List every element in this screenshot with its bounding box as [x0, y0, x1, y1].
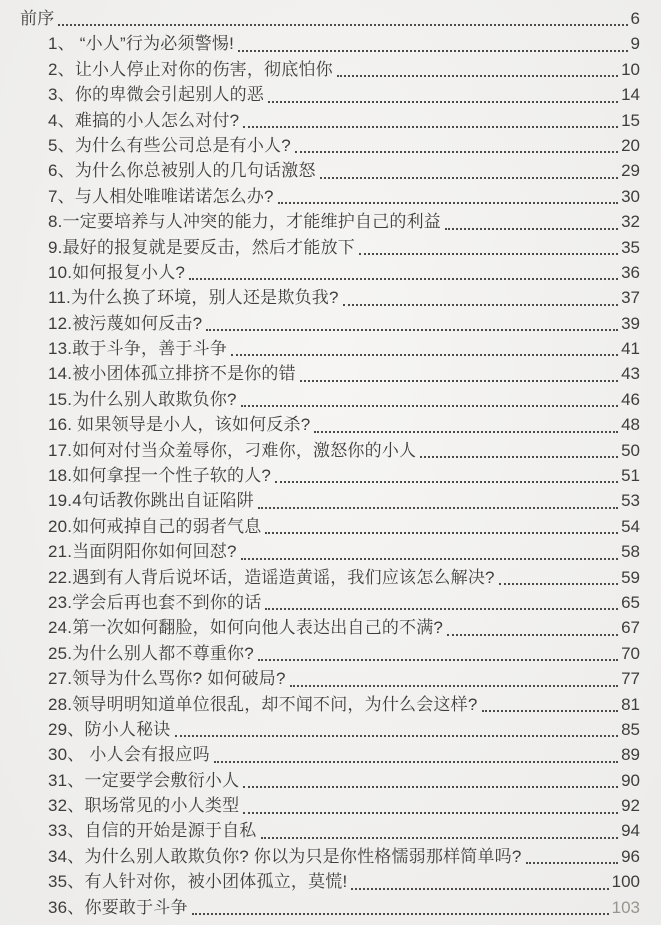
toc-entry — [20, 438, 640, 463]
dotted-leader — [526, 862, 619, 864]
dotted-leader — [265, 532, 618, 534]
toc-entry-title: 4、难搞的小人怎么对付? — [48, 110, 240, 130]
dotted-leader — [243, 786, 618, 788]
dotted-leader — [258, 659, 618, 661]
toc-entry-title: 2、让小人停止对你的伤害，彻底怕你 — [48, 59, 333, 79]
toc-entry-page: 9 — [630, 34, 640, 54]
dotted-leader — [420, 456, 618, 458]
toc-entry — [20, 793, 640, 818]
toc-entry-page: 89 — [621, 745, 640, 765]
toc-entry-page: 36 — [621, 262, 640, 282]
toc-entry-title: 10.如何报复小人? — [48, 262, 186, 282]
toc-entry — [20, 57, 640, 82]
toc-entry — [20, 869, 640, 894]
toc-entry-page: 39 — [621, 313, 640, 333]
toc-entry — [20, 717, 640, 742]
toc-entry-title: 3、你的卑微会引起别人的恶 — [48, 85, 265, 105]
dotted-leader — [343, 304, 618, 306]
dotted-leader — [265, 608, 618, 610]
toc-entry — [20, 895, 640, 920]
toc-entry-page: 90 — [621, 770, 640, 790]
toc-entry-title: 19.4句话教你跳出自证陷阱 — [48, 491, 254, 511]
dotted-leader — [231, 354, 618, 356]
toc-entry-title: 1、 “小人”行为必须警惕! — [48, 34, 235, 54]
dotted-leader — [192, 913, 609, 915]
toc-entry — [20, 235, 640, 260]
dotted-leader — [243, 126, 618, 128]
toc-entry — [20, 565, 640, 590]
toc-entry-page: 53 — [621, 491, 640, 511]
dotted-leader — [337, 75, 618, 77]
toc-entry — [20, 31, 640, 56]
toc-entry — [20, 108, 640, 133]
toc-entry-title: 18.如何拿捏一个性子软的人? — [48, 466, 272, 486]
toc-entry-title: 22.遇到有人背后说坏话，造谣造黄谣，我们应该怎么解决? — [48, 567, 495, 587]
dotted-leader — [214, 761, 618, 763]
toc-entry — [20, 387, 640, 412]
toc-entry-title: 25.为什么别人都不尊重你? — [48, 643, 254, 663]
toc-entry-page: 50 — [621, 440, 640, 460]
toc-entry-title: 15.为什么别人敢欺负你? — [48, 389, 237, 409]
toc-entry-title: 27.领导为什么骂你? 如何破局? — [48, 669, 286, 689]
dotted-leader — [206, 329, 618, 331]
dotted-leader — [447, 634, 618, 636]
toc-entry — [20, 209, 640, 234]
toc-entry — [20, 488, 640, 513]
toc-entry — [20, 361, 640, 386]
toc-entry-title: 14.被小团体孤立排挤不是你的错 — [48, 364, 296, 384]
toc-entry-title: 9.最好的报复就是要反击，然后才能放下 — [48, 237, 355, 257]
toc-entry-page: 96 — [621, 846, 640, 866]
dotted-leader — [275, 481, 618, 483]
toc-entry — [20, 6, 640, 31]
toc-entry-title: 21.当面阴阳你如何回怼? — [48, 542, 237, 562]
toc-entry — [20, 184, 640, 209]
toc-entry-title: 30、 小人会有报应吗 — [48, 745, 210, 765]
toc-entry — [20, 260, 640, 285]
toc-entry-page: 46 — [621, 389, 640, 409]
toc-entry-page: 59 — [621, 567, 640, 587]
dotted-leader — [241, 405, 618, 407]
toc-entry — [20, 615, 640, 640]
toc-entry-page: 85 — [621, 719, 640, 739]
toc-entry — [20, 82, 640, 107]
toc-entry-page: 10 — [621, 59, 640, 79]
toc-entry-title: 35、有人针对你，被小团体孤立，莫慌! — [48, 872, 348, 892]
toc-entry-title: 13.敢于斗争，善于斗争 — [48, 339, 228, 359]
toc-entry-title: 28.领导明明知道单位很乱，却不闻不问，为什么会这样? — [48, 694, 478, 714]
toc-entry — [20, 844, 640, 869]
toc-entry-title: 32、职场常见的小人类型 — [48, 796, 240, 816]
toc-entry-page: 94 — [621, 821, 640, 841]
dotted-leader — [445, 228, 618, 230]
toc-entry-page: 6 — [630, 8, 640, 28]
toc-entry-page: 35 — [621, 237, 640, 257]
toc-entry-title: 16. 如果领导是小人，该如何反杀? — [48, 415, 311, 435]
dotted-leader — [499, 583, 618, 585]
toc-entry-page: 43 — [621, 364, 640, 384]
dotted-leader — [238, 50, 628, 52]
toc-entry-page: 29 — [621, 161, 640, 181]
toc-entry-page: 58 — [621, 542, 640, 562]
dotted-leader — [290, 685, 618, 687]
toc-entry — [20, 463, 640, 488]
toc-entry-page: 14 — [621, 85, 640, 105]
toc-entry-page: 32 — [621, 212, 640, 232]
toc-entry-page: 48 — [621, 415, 640, 435]
toc-entry-page: 81 — [621, 694, 640, 714]
toc-entry-title: 29、防小人秘诀 — [48, 719, 171, 739]
dotted-leader — [243, 812, 618, 814]
toc-entry-page: 15 — [621, 110, 640, 130]
toc-entry — [20, 311, 640, 336]
toc-entry — [20, 692, 640, 717]
dotted-leader — [175, 735, 619, 737]
toc-entry — [20, 590, 640, 615]
dotted-leader — [58, 24, 627, 26]
toc-entry-page: 92 — [621, 796, 640, 816]
toc-list — [20, 6, 640, 920]
dotted-leader — [295, 151, 618, 153]
toc-entry-title: 31、一定要学会敷衍小人 — [48, 770, 240, 790]
dotted-leader — [300, 380, 618, 382]
toc-entry — [20, 158, 640, 183]
dotted-leader — [359, 253, 618, 255]
toc-entry — [20, 539, 640, 564]
dotted-leader — [189, 278, 618, 280]
toc-entry — [20, 285, 640, 310]
toc-entry — [20, 336, 640, 361]
toc-entry-title: 7、与人相处唯唯诺诺怎么办? — [48, 186, 274, 206]
toc-entry-page: 54 — [621, 516, 640, 536]
dotted-leader — [258, 507, 618, 509]
toc-entry-title: 11.为什么换了环境，别人还是欺负我? — [48, 288, 339, 308]
toc-entry-page: 30 — [621, 186, 640, 206]
toc-entry — [20, 742, 640, 767]
toc-entry — [20, 666, 640, 691]
dotted-leader — [314, 431, 618, 433]
toc-entry-page: 51 — [621, 466, 640, 486]
toc-entry — [20, 768, 640, 793]
toc-entry-title: 23.学会后再也套不到你的话 — [48, 592, 262, 612]
dotted-leader — [482, 710, 619, 712]
toc-entry-title: 6、为什么你总被别人的几句话激怒 — [48, 161, 316, 181]
toc-entry-title: 34、为什么别人敢欺负你? 你以为只是你性格懦弱那样简单吗? — [48, 846, 522, 866]
toc-entry-page: 77 — [621, 669, 640, 689]
toc-entry — [20, 641, 640, 666]
toc-entry-page: 37 — [621, 288, 640, 308]
toc-entry-title: 17.如何对付当众羞辱你，刁难你，激怒你的小人 — [48, 440, 417, 460]
toc-entry-page: 67 — [621, 618, 640, 638]
toc-entry-page: 41 — [621, 339, 640, 359]
toc-entry-title: 前序 — [20, 8, 55, 28]
toc-entry-title: 8.一定要培养与人冲突的能力，才能维护自己的利益 — [48, 212, 441, 232]
toc-entry-title: 33、自信的开始是源于自私 — [48, 821, 257, 841]
toc-entry — [20, 412, 640, 437]
dotted-leader — [261, 837, 619, 839]
toc-entry — [20, 819, 640, 844]
dotted-leader — [351, 888, 608, 890]
toc-entry-page: 20 — [621, 135, 640, 155]
toc-entry-title: 20.如何戒掉自己的弱者气息 — [48, 516, 262, 536]
toc-entry-title: 5、为什么有些公司总是有小人? — [48, 135, 291, 155]
toc-entry-page: 65 — [621, 592, 640, 612]
toc-entry-page: 100 — [611, 872, 640, 892]
toc-entry-page: 70 — [621, 643, 640, 663]
dotted-leader — [320, 177, 618, 179]
toc-entry-title: 36、你要敢于斗争 — [48, 897, 188, 917]
toc-entry-title: 12.被污蔑如何反击? — [48, 313, 203, 333]
dotted-leader — [268, 101, 618, 103]
toc-entry-title: 24.第一次如何翻脸，如何向他人表达出自己的不满? — [48, 618, 444, 638]
toc-entry — [20, 514, 640, 539]
toc-entry-page: 103 — [611, 897, 640, 917]
toc-entry — [20, 133, 640, 158]
dotted-leader — [278, 202, 618, 204]
dotted-leader — [241, 558, 618, 560]
